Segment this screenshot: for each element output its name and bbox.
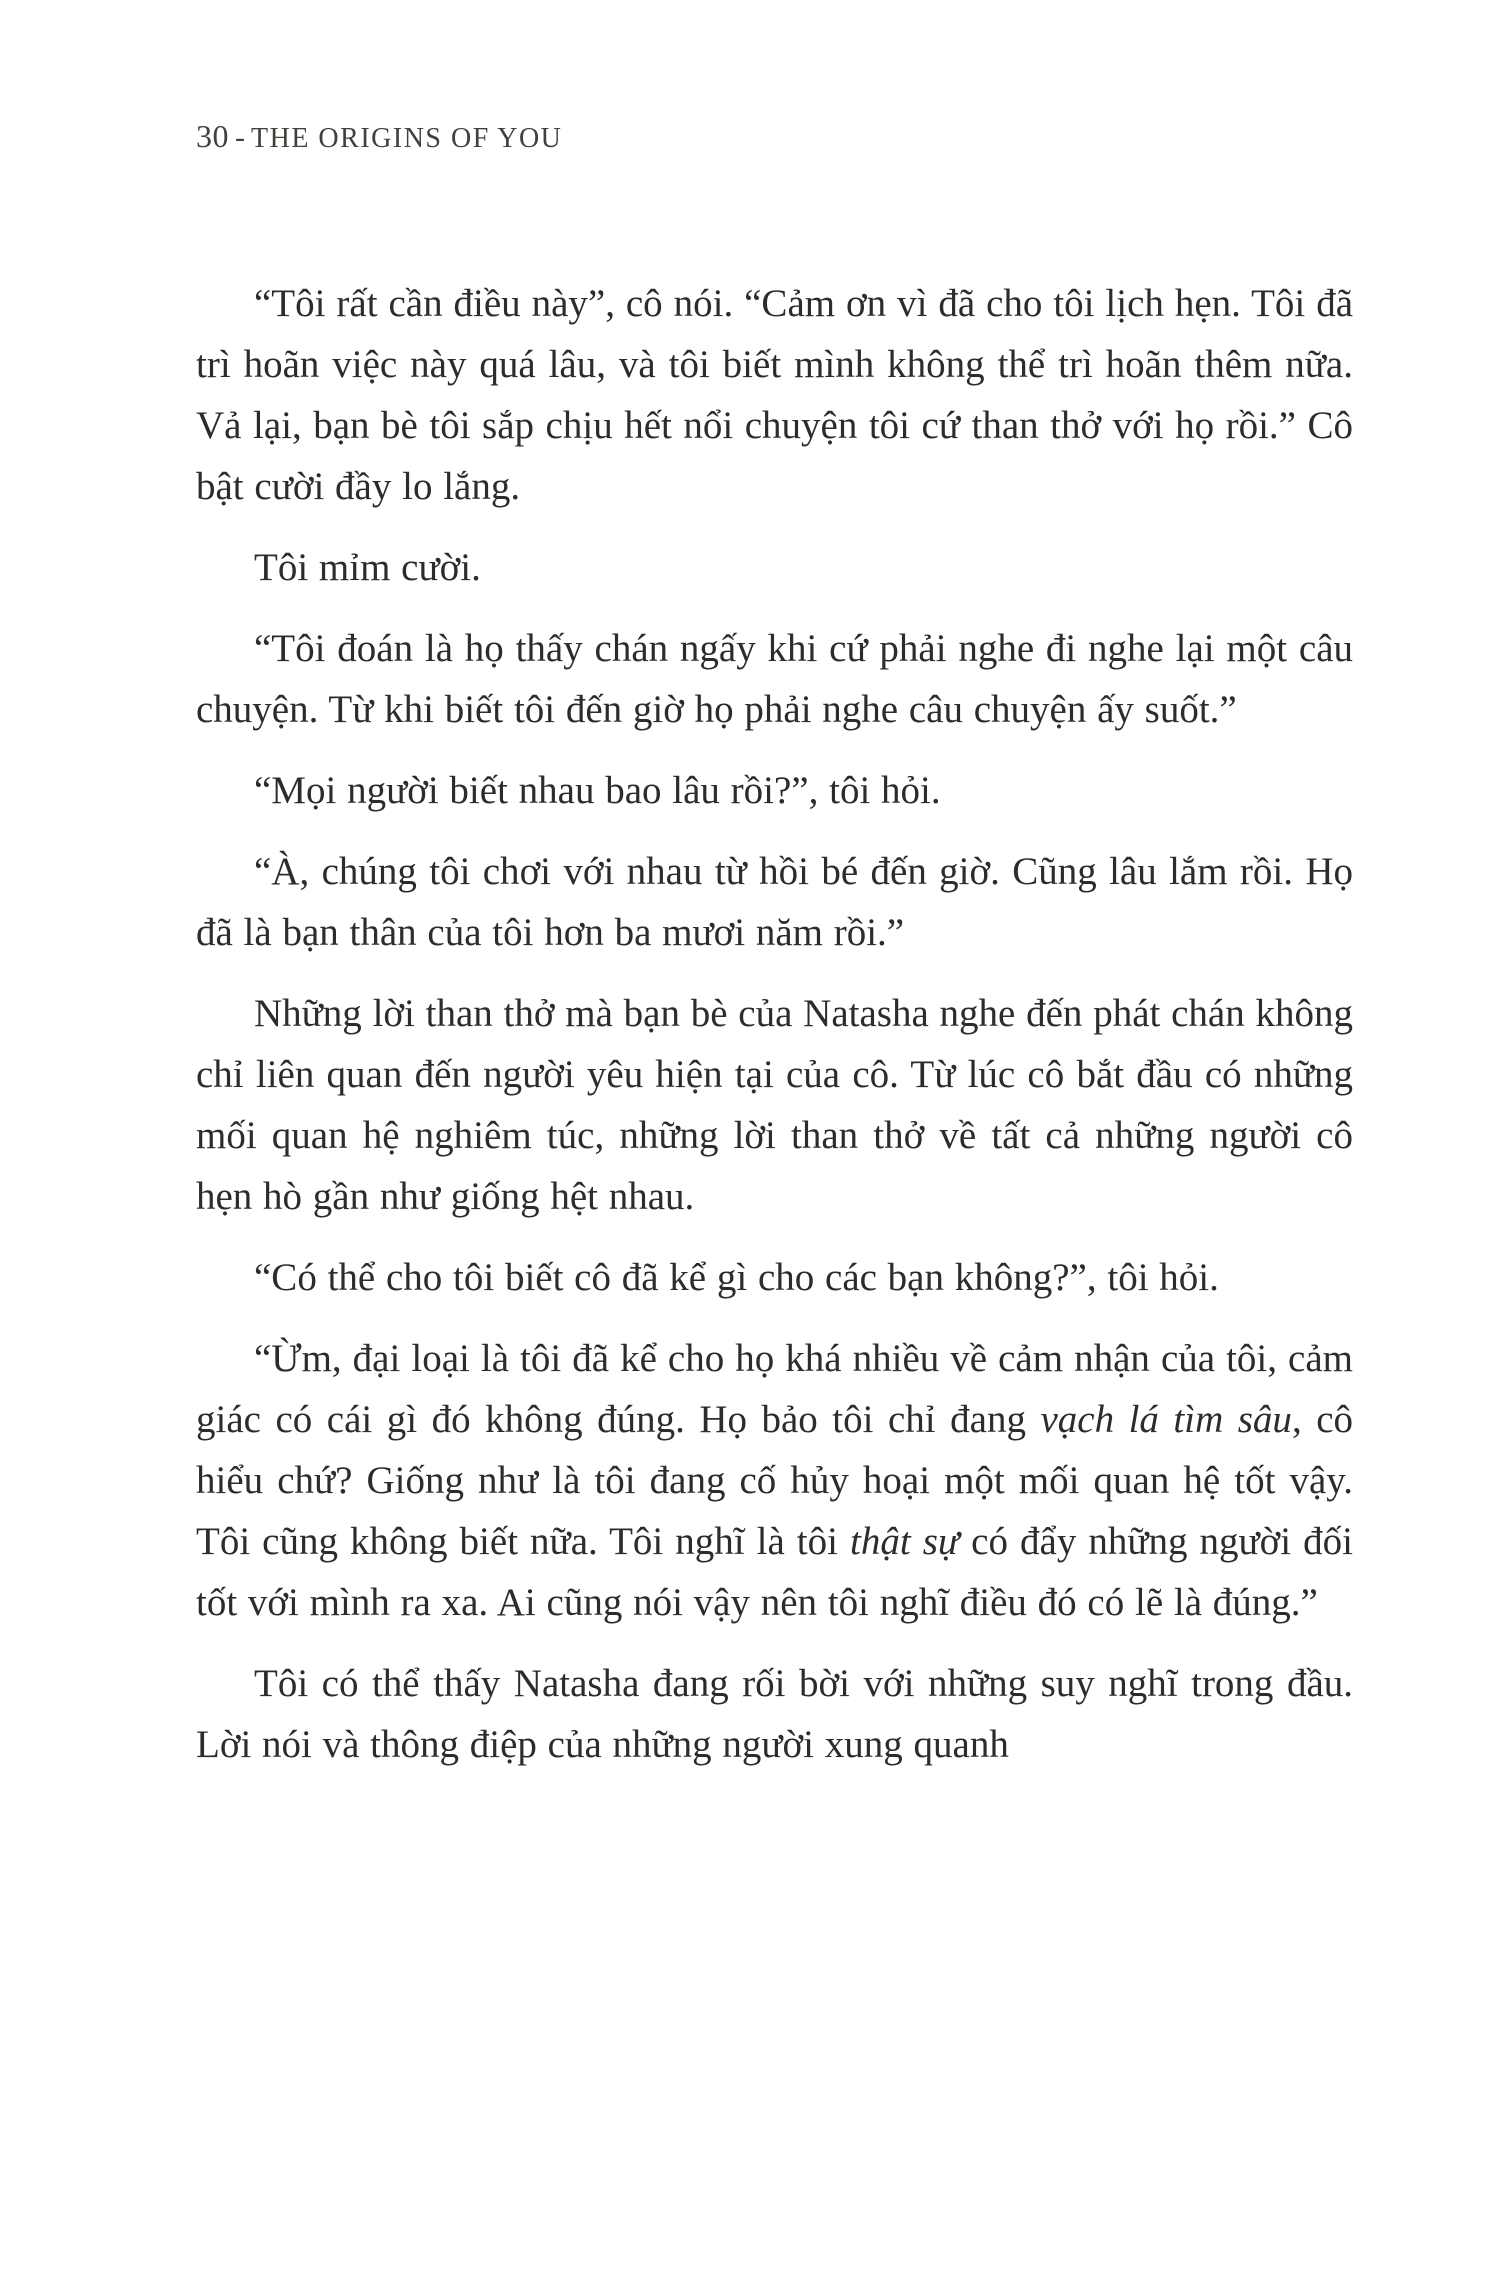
italic-text-run: thật sự: [850, 1520, 960, 1563]
text-run: Những lời than thở mà bạn bè của Natasha nghe đến phát chán không chỉ liên quan đến người yêu hiện tại của cô. Từ lúc cô bắt đầu có những mối quan hệ nghiêm túc, những lời than thở về tất cả những người cô hẹn hò gần như giống hệt nhau.: [196, 992, 1353, 1218]
paragraph: [196, 537, 1353, 598]
paragraph: [196, 760, 1353, 821]
page-header: [196, 118, 1353, 155]
text-run: “Mọi người biết nhau bao lâu rồi?”, tôi hỏi.: [254, 769, 941, 812]
italic-text-run: vạch lá tìm sâu: [1040, 1398, 1292, 1441]
text-run: Tôi có thể thấy Natasha đang rối bời với những suy nghĩ trong đầu. Lời nói và thông điệp của những người xung quanh: [196, 1662, 1353, 1766]
text-run: “Tôi rất cần điều này”, cô nói. “Cảm ơn vì đã cho tôi lịch hẹn. Tôi đã trì hoãn việc này quá lâu, và tôi biết mình không thể trì hoãn thêm nữa. Vả lại, bạn bè tôi sắp chịu hết nổi chuyện tôi cứ than thở với họ rồi.” Cô bật cười đầy lo lắng.: [196, 282, 1353, 508]
paragraph: [196, 618, 1353, 740]
page-number: 30: [196, 118, 229, 154]
page-body: [196, 273, 1353, 1775]
text-run: “À, chúng tôi chơi với nhau từ hồi bé đến giờ. Cũng lâu lắm rồi. Họ đã là bạn thân của tôi hơn ba mươi năm rồi.”: [196, 850, 1353, 954]
text-run: có đẩy những người đối tốt với mình ra xa. Ai cũng nói vậy nên tôi nghĩ điều đó có lẽ là đúng.”: [196, 1520, 1353, 1624]
header-separator: -: [235, 121, 245, 154]
text-run: “Có thể cho tôi biết cô đã kể gì cho các bạn không?”, tôi hỏi.: [254, 1256, 1219, 1299]
paragraph: [196, 1653, 1353, 1775]
paragraph: [196, 1247, 1353, 1308]
text-run: “Tôi đoán là họ thấy chán ngấy khi cứ phải nghe đi nghe lại một câu chuyện. Từ khi biết tôi đến giờ họ phải nghe câu chuyện ấy suốt.”: [196, 627, 1353, 731]
paragraph: [196, 983, 1353, 1227]
text-run: Tôi mỉm cười.: [254, 546, 481, 589]
text-run: “Ừm, đại loại là tôi đã kể cho họ khá nhiều về cảm nhận của tôi, cảm giác có cái gì đó không đúng. Họ bảo tôi chỉ đang: [196, 1337, 1353, 1441]
paragraph: [196, 1328, 1353, 1633]
paragraph: [196, 841, 1353, 963]
text-run: , cô hiểu chứ? Giống như là tôi đang cố hủy hoại một mối quan hệ tốt vậy. Tôi cũng không biết nữa. Tôi nghĩ là tôi: [196, 1398, 1354, 1563]
book-title: THE ORIGINS OF YOU: [251, 123, 563, 154]
paragraph: [196, 273, 1353, 517]
